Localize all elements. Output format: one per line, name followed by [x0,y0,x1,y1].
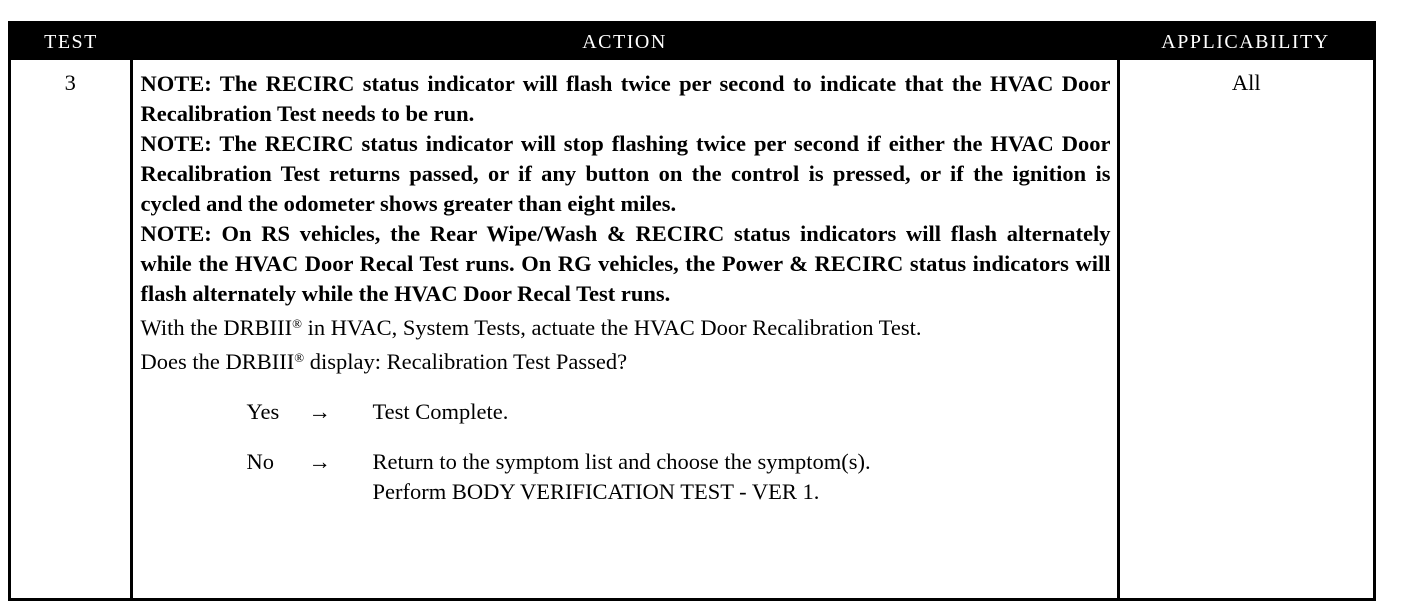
instruction-pre: With the DRBIII [140,315,293,340]
arrow-right-icon: → [308,449,331,474]
answer-no-label: No [246,449,274,474]
answer-yes-line-1: Test Complete. [372,399,509,424]
answer-yes [247,397,1111,427]
answer-yes-label: Yes [246,399,280,424]
answer-no-line-1: Return to the symptom list and choose the symptom(s). [372,449,871,474]
answer-no-line-2: Perform BODY VERIFICATION TEST - VER 1. [372,479,820,504]
test-table-frame [8,21,1376,601]
test-table [11,24,1373,598]
question-text [141,343,1111,377]
note-3: NOTE: On RS vehicles, the Rear Wipe/Wash & RECIRC status indicators will flash alternately while the HVAC Door Recal Test runs. On RG vehicles, the Power & RECIRC status indicators will flash alternately while the HVAC Door Recal Test runs. [140,221,1111,306]
registered-mark: ® [294,350,305,365]
test-row [11,60,1373,598]
instruction-post: in HVAC, System Tests, actuate the HVAC Door Recalibration Test. [301,315,922,340]
answer-no [247,447,1111,507]
action-cell [131,60,1118,598]
header-test: TEST [11,24,131,60]
answer-yes-text [373,397,1111,427]
question-post: display: Recalibration Test Passed? [304,349,628,374]
note-1: NOTE: The RECIRC status indicator will flash twice per second to indicate that the HVAC Door Recalibration Test needs to be run. [140,71,1111,126]
answer-list [141,397,1111,507]
note-2: NOTE: The RECIRC status indicator will stop flashing twice per second if either the HVAC Door Recalibration Test returns passed, or if any button on the control is pressed, or if the ignition is cycled and the odometer shows greater than eight miles. [140,131,1111,216]
registered-mark: ® [292,316,302,331]
applicability-value: All [1231,70,1261,95]
question-pre: Does the DRBIII [140,349,295,374]
test-number: 3 [64,70,76,95]
answer-no-text [373,447,1111,507]
header-applicability: APPLICABILITY [1118,24,1373,60]
header-action: ACTION [131,24,1118,60]
header-row [11,24,1373,60]
arrow-right-icon: → [308,399,331,424]
instruction-text [141,309,1111,343]
